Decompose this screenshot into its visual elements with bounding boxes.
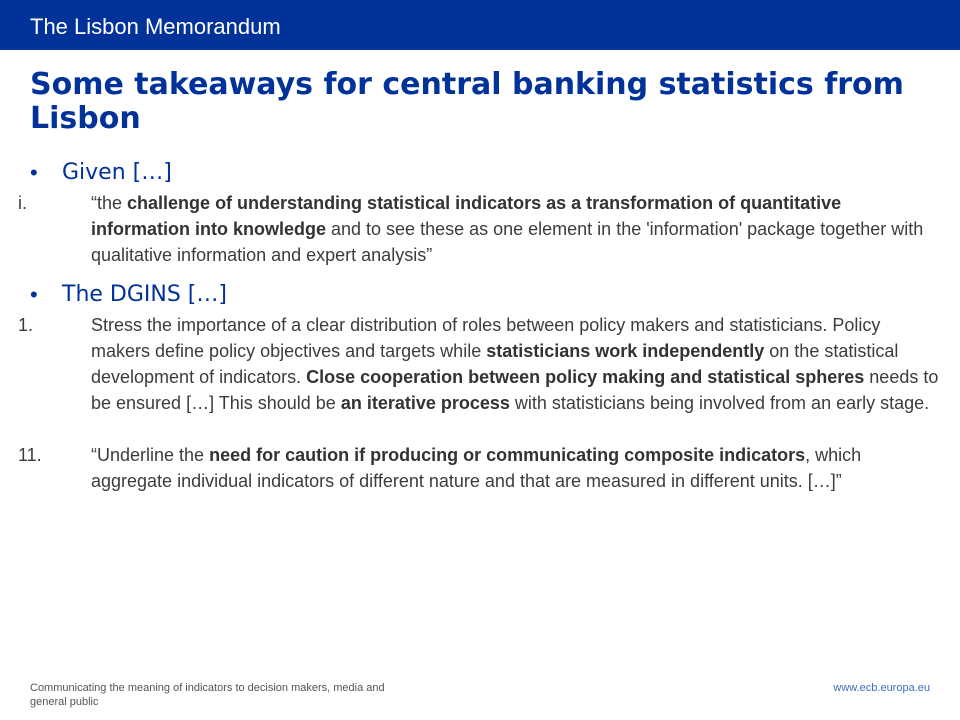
item-marker: 1. (18, 315, 34, 335)
item-marker: 11. (18, 445, 42, 465)
bullet-given (18, 158, 940, 268)
item-text (91, 193, 923, 265)
body-text: , which aggregate individual indicators of different nature and that are measured in different units. […]” (91, 445, 862, 491)
body-text: with statisticians being involved from an early stage. (509, 393, 930, 413)
footer-caption: Communicating the meaning of indicators to decision makers, media and general public (30, 682, 385, 708)
bullet-heading: The DGINS […] (62, 282, 227, 307)
slide-content (18, 158, 940, 494)
emphasis-text: an iterative process (340, 393, 510, 413)
item-text (91, 315, 938, 413)
emphasis-text: statisticians work independently (486, 341, 765, 361)
header-bar (0, 0, 960, 50)
bullet-dot-icon: • (30, 160, 38, 185)
list-item (18, 442, 940, 494)
body-text: needs to be ensured […] This should be (91, 367, 939, 413)
emphasis-text: need for caution if producing or communicating composite indicators (209, 445, 806, 465)
list-item (18, 190, 940, 268)
item-text (91, 445, 861, 491)
emphasis-text: challenge of understanding statistical indicators as a transformation of quantitative information into knowledge (91, 193, 842, 239)
emphasis-text: Close cooperation between policy making and statistical spheres (306, 367, 865, 387)
header-title: The Lisbon Memorandum (30, 14, 281, 39)
footer-website-link[interactable]: www.ecb.europa.eu (833, 682, 930, 694)
body-text: “Underline the (91, 445, 210, 465)
bullet-heading: Given […] (62, 160, 172, 185)
body-text: on the statistical development of indicators. (91, 341, 899, 387)
bullet-dgins (18, 280, 940, 494)
bullet-dot-icon: • (30, 282, 38, 307)
body-text: Stress the importance of a clear distribution of roles between policy makers and statisticians. Policy makers define policy objectives and targets while (91, 315, 881, 361)
list-item (18, 312, 940, 416)
body-text: “the (91, 193, 128, 213)
body-text: and to see these as one element in the 'information' package together with qualitative information and expert analysis” (91, 219, 924, 265)
item-marker: i. (18, 193, 27, 213)
slide-title: Some takeaways for central banking statistics from Lisbon (30, 67, 904, 136)
